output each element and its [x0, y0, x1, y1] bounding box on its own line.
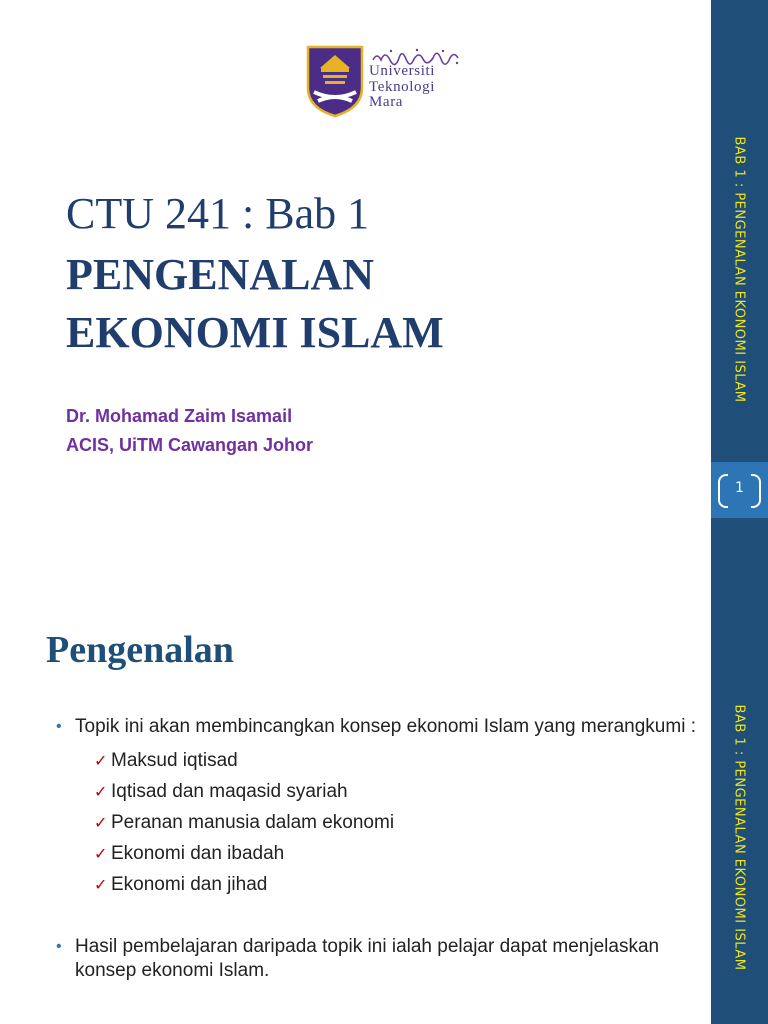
check-item	[94, 838, 696, 869]
check-text: Ekonomi dan jihad	[111, 874, 268, 895]
content-slide	[0, 572, 768, 1024]
right-bracket-icon	[751, 474, 761, 508]
course-code-title: CTU 241 : Bab 1	[66, 189, 370, 238]
sidebar-chapter-label: BAB 1 : PENGENALAN EKONOMI ISLAM	[731, 136, 747, 403]
university-logo	[305, 44, 470, 120]
slide-title: Pengenalan	[46, 629, 234, 671]
bullet-dot-icon: •	[56, 718, 62, 735]
bullet-list	[56, 715, 696, 983]
checkmark-icon: ✓	[94, 813, 108, 832]
check-text: Iqtisad dan maqasid syariah	[111, 781, 348, 802]
bullet-item	[56, 715, 696, 900]
check-text: Ekonomi dan ibadah	[111, 843, 285, 864]
check-item	[94, 745, 696, 776]
slide-main-title	[66, 246, 444, 362]
uitm-shield-logo	[305, 44, 365, 118]
check-item	[94, 807, 696, 838]
bullet-dot-icon: •	[56, 938, 62, 955]
logo-line-1: Universiti	[369, 63, 435, 79]
author-name: Dr. Mohamad Zaim Isamail	[66, 406, 293, 426]
bullet-item	[56, 935, 696, 983]
author-block	[66, 402, 313, 460]
check-text: Peranan manusia dalam ekonomi	[111, 812, 395, 833]
check-item	[94, 776, 696, 807]
bullet-text-1: Topik ini akan membincangkan konsep ekonomi Islam yang merangkumi :	[75, 716, 696, 737]
page-number: 1	[735, 480, 744, 496]
logo-line-2: Teknologi	[369, 78, 436, 95]
author-affiliation: ACIS, UiTM Cawangan Johor	[66, 435, 314, 455]
check-item	[94, 869, 696, 900]
main-title-line-1: PENGENALAN	[66, 250, 375, 299]
main-title-line-2: EKONOMI ISLAM	[66, 308, 444, 357]
checkmark-icon: ✓	[94, 844, 108, 863]
check-text: Maksud iqtisad	[111, 750, 238, 771]
checkmark-icon: ✓	[94, 751, 108, 770]
sidebar-chapter-label: BAB 1 : PENGENALAN EKONOMI ISLAM	[731, 704, 747, 971]
bullet-text-2: Hasil pembelajaran daripada topik ini ialah pelajar dapat menjelaskan konsep ekonomi Islam.	[75, 936, 660, 981]
checkmark-icon: ✓	[94, 875, 108, 894]
logo-wordmark	[369, 64, 435, 111]
checkmark-icon: ✓	[94, 782, 108, 801]
page-number-badge	[711, 462, 768, 518]
logo-line-3: Mara	[369, 94, 404, 110]
check-list	[94, 745, 696, 900]
